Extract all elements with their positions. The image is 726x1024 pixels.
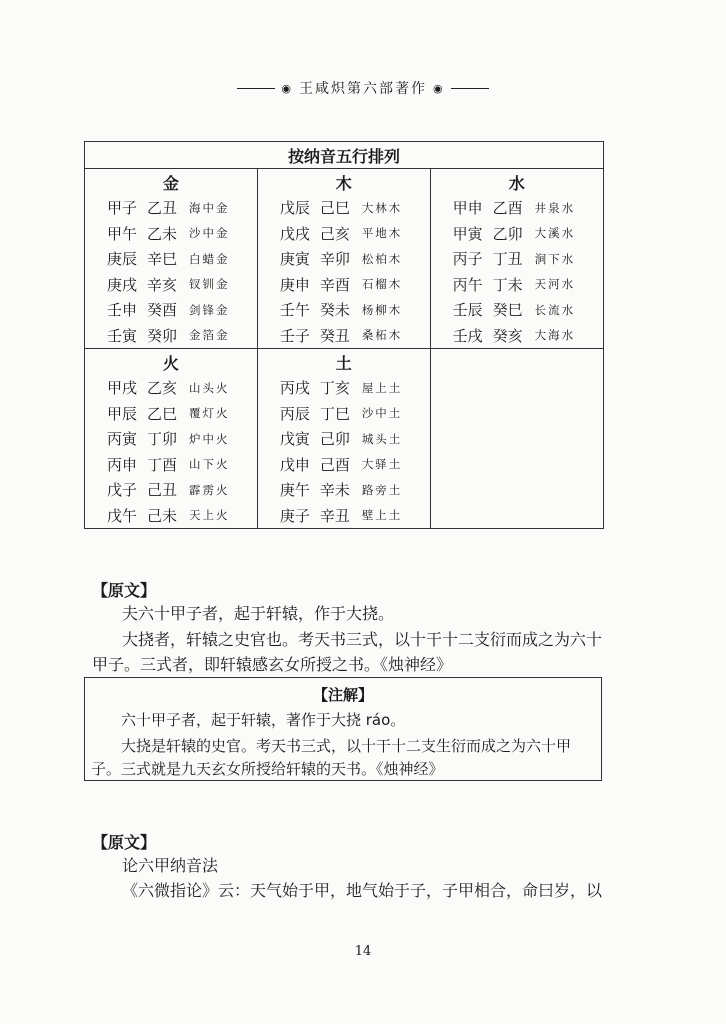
element-heading: 土 — [335, 353, 352, 373]
nayin-name: 平地木 — [361, 226, 403, 241]
nayin-name: 白蜡金 — [189, 251, 230, 266]
annotation-line: 大挠是轩辕的史官。考天书三式，以十干十二支生衍而成之为六十甲 — [121, 737, 572, 755]
nayin-name: 金箔金 — [189, 328, 230, 343]
nayin-entry — [258, 195, 430, 221]
nayin-entry — [85, 323, 257, 349]
stem-branch-second: 己未 — [147, 506, 178, 525]
annotation-title: 【注解】 — [312, 686, 373, 704]
stem-branch-first: 丙申 — [107, 455, 138, 474]
stem-branch-first: 庚戌 — [107, 275, 138, 294]
group-cell — [85, 169, 258, 349]
nayin-name: 大溪水 — [534, 226, 576, 241]
header-title: 王咸炽第六部著作 — [299, 81, 427, 97]
yuanwen-label: 【原文】 — [92, 581, 157, 600]
stem-branch-first: 戊子 — [107, 481, 138, 500]
stem-branch-second: 己亥 — [319, 224, 350, 243]
empty-cell — [430, 349, 603, 529]
nayin-name: 沙中金 — [189, 226, 230, 241]
nayin-name: 壁上土 — [361, 508, 403, 523]
stem-branch-second: 辛未 — [319, 481, 350, 500]
nayin-entry — [258, 426, 430, 452]
stem-branch-second: 丁巳 — [319, 404, 350, 423]
nayin-entry — [85, 503, 257, 529]
nayin-entry — [85, 297, 257, 323]
stem-branch-second: 丁未 — [492, 275, 523, 294]
stem-branch-first: 甲戌 — [107, 379, 138, 398]
nayin-entry — [431, 221, 603, 247]
yuanwen-line: 论六甲纳音法 — [122, 856, 219, 875]
nayin-entry — [85, 195, 257, 221]
stem-branch-second: 己酉 — [319, 455, 350, 474]
nayin-entry — [258, 272, 430, 298]
nayin-name: 井泉水 — [534, 200, 576, 215]
nayin-name: 炉中火 — [189, 431, 230, 446]
nayin-name: 山头火 — [189, 380, 230, 395]
nayin-entry — [85, 272, 257, 298]
nayin-entry — [431, 195, 603, 221]
stem-branch-second: 辛酉 — [319, 275, 350, 294]
annotation-line: 六十甲子者，起于轩辕，著作于大挠 ráo。 — [121, 711, 406, 729]
stem-branch-second: 乙卯 — [492, 224, 523, 243]
nayin-entry — [85, 375, 257, 401]
nayin-entry — [258, 246, 430, 272]
nayin-entry — [258, 477, 430, 503]
running-header — [0, 78, 726, 98]
nayin-name: 松柏木 — [361, 251, 403, 266]
element-heading: 木 — [335, 173, 352, 193]
nayin-name: 剑锋金 — [189, 302, 230, 317]
nayin-name: 大海水 — [534, 328, 576, 343]
stem-branch-first: 壬午 — [279, 301, 310, 320]
nayin-name: 石榴木 — [361, 277, 403, 292]
stem-branch-second: 乙酉 — [492, 199, 523, 218]
stem-branch-first: 庚申 — [279, 275, 310, 294]
nayin-entry — [431, 246, 603, 272]
stem-branch-second: 辛亥 — [147, 275, 178, 294]
stem-branch-second: 乙未 — [147, 224, 178, 243]
nayin-entry — [85, 246, 257, 272]
element-heading: 金 — [162, 173, 179, 193]
nayin-entry — [258, 375, 430, 401]
nayin-entry — [258, 297, 430, 323]
stem-branch-first: 戊午 — [107, 506, 138, 525]
nayin-name: 杨柳木 — [361, 302, 403, 317]
stem-branch-second: 辛卯 — [319, 250, 350, 269]
stem-branch-second: 辛丑 — [319, 506, 350, 525]
stem-branch-second: 丁丑 — [492, 250, 523, 269]
stem-branch-first: 丙午 — [452, 275, 483, 294]
stem-branch-second: 丁酉 — [147, 455, 178, 474]
nayin-entry — [431, 297, 603, 323]
nayin-name: 海中金 — [189, 200, 230, 215]
nayin-entry — [258, 323, 430, 349]
nayin-table — [84, 141, 604, 529]
stem-branch-first: 戊申 — [279, 455, 310, 474]
group-cell — [257, 349, 430, 529]
nayin-entry — [258, 503, 430, 529]
yuanwen-line: 《六微指论》云：天气始于甲，地气始于子，子甲相合，命曰岁，以 — [122, 881, 603, 900]
nayin-entry — [431, 272, 603, 298]
stem-branch-first: 壬寅 — [107, 326, 138, 345]
nayin-name: 覆灯火 — [189, 406, 230, 421]
stem-branch-second: 辛巳 — [147, 250, 178, 269]
page-number: 14 — [354, 944, 372, 959]
nayin-name: 天上火 — [189, 508, 230, 523]
stem-branch-first: 甲寅 — [452, 224, 483, 243]
nayin-entry — [258, 221, 430, 247]
stem-branch-first: 甲子 — [107, 199, 138, 218]
group-cell — [430, 169, 603, 349]
header-ornament-right-icon: ◉ — [433, 81, 445, 95]
nayin-name: 大林木 — [361, 200, 403, 215]
stem-branch-second: 癸亥 — [492, 326, 523, 345]
stem-branch-second: 癸未 — [319, 301, 350, 320]
stem-branch-first: 甲午 — [107, 224, 138, 243]
stem-branch-first: 庚辰 — [107, 250, 138, 269]
nayin-name: 霹雳火 — [189, 482, 230, 497]
nayin-name: 钗钏金 — [189, 277, 230, 292]
group-cell — [257, 169, 430, 349]
nayin-entry — [85, 452, 257, 478]
header-ornament-left-icon: ◉ — [281, 81, 293, 95]
stem-branch-second: 乙丑 — [147, 199, 178, 218]
stem-branch-second: 丁亥 — [319, 379, 350, 398]
stem-branch-second: 己卯 — [319, 430, 350, 449]
stem-branch-first: 庚子 — [279, 506, 310, 525]
nayin-name: 大驿土 — [361, 457, 403, 472]
stem-branch-second: 乙亥 — [147, 379, 178, 398]
stem-branch-first: 戊辰 — [279, 199, 310, 218]
nayin-name: 桑柘木 — [361, 328, 403, 343]
stem-branch-first: 庚寅 — [279, 250, 310, 269]
header-rule-right — [451, 88, 489, 89]
stem-branch-first: 壬戌 — [452, 326, 483, 345]
stem-branch-second: 己丑 — [147, 481, 178, 500]
stem-branch-second: 癸丑 — [319, 326, 350, 345]
group-cell — [85, 349, 258, 529]
annotation-box — [84, 677, 602, 781]
stem-branch-first: 丙辰 — [279, 404, 310, 423]
stem-branch-first: 壬辰 — [452, 301, 483, 320]
nayin-name: 涧下水 — [534, 251, 576, 266]
stem-branch-second: 己巳 — [319, 199, 350, 218]
annotation-line: 子。三式就是九天玄女所授给轩辕的天书。《烛神经》 — [91, 760, 444, 778]
stem-branch-first: 戊戌 — [279, 224, 310, 243]
stem-branch-second: 癸巳 — [492, 301, 523, 320]
stem-branch-first: 丙寅 — [107, 430, 138, 449]
stem-branch-second: 癸卯 — [147, 326, 178, 345]
stem-branch-first: 戊寅 — [279, 430, 310, 449]
stem-branch-first: 壬申 — [107, 301, 138, 320]
header-rule-left — [237, 88, 275, 89]
table-title: 按纳音五行排列 — [85, 142, 604, 169]
nayin-name: 山下火 — [189, 457, 230, 472]
stem-branch-second: 癸酉 — [147, 301, 178, 320]
nayin-name: 城头土 — [361, 431, 403, 446]
nayin-name: 长流水 — [534, 302, 576, 317]
stem-branch-first: 甲申 — [452, 199, 483, 218]
nayin-name: 路旁土 — [361, 482, 403, 497]
stem-branch-second: 乙巳 — [147, 404, 178, 423]
stem-branch-first: 丙子 — [452, 250, 483, 269]
nayin-name: 天河水 — [534, 277, 576, 292]
nayin-entry — [85, 401, 257, 427]
stem-branch-first: 甲辰 — [107, 404, 138, 423]
yuanwen-line: 夫六十甲子者，起于轩辕，作于大挠。 — [122, 604, 395, 623]
yuanwen-label: 【原文】 — [92, 833, 157, 852]
stem-branch-first: 丙戌 — [279, 379, 310, 398]
nayin-entry — [85, 221, 257, 247]
nayin-entry — [258, 452, 430, 478]
nayin-name: 屋上土 — [361, 380, 403, 395]
nayin-entry — [258, 401, 430, 427]
nayin-entry — [85, 477, 257, 503]
nayin-name: 沙中土 — [361, 406, 403, 421]
nayin-entry — [431, 323, 603, 349]
yuanwen-line: 甲子。三式者，即轩辕感玄女所授之书。《烛神经》 — [92, 655, 453, 674]
stem-branch-first: 壬子 — [279, 326, 310, 345]
nayin-entry — [85, 426, 257, 452]
yuanwen-line: 大挠者，轩辕之史官也。考天书三式，以十干十二支衍而成之为六十 — [122, 630, 603, 649]
element-heading: 火 — [162, 353, 179, 373]
element-heading: 水 — [508, 173, 525, 193]
stem-branch-first: 庚午 — [279, 481, 310, 500]
stem-branch-second: 丁卯 — [147, 430, 178, 449]
